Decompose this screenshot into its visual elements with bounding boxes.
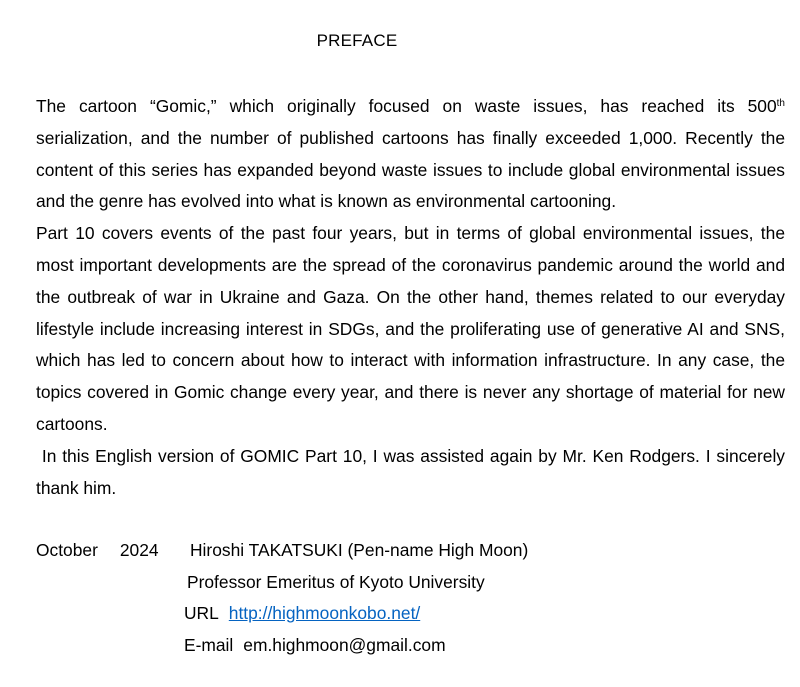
email-address: em.highmoon@gmail.com — [243, 635, 446, 655]
signature-month: October — [36, 540, 98, 560]
author-email-line — [184, 635, 446, 655]
paragraph-1-text-cont: serialization, and the number of published cartoons has finally exceeded 1,000. Recently the content of this series has expanded beyond waste issues to include global environmental issues and the genre has evolved into what is known as environmental cartooning. — [36, 127, 785, 212]
signature-date — [36, 540, 159, 560]
page-title: PREFACE — [316, 31, 398, 50]
ordinal-suffix: th — [776, 98, 785, 109]
author-url-line — [184, 603, 420, 623]
paragraph-1 — [36, 91, 785, 218]
email-label: E-mail — [184, 635, 234, 655]
author-affiliation: Professor Emeritus of Kyoto University — [187, 572, 485, 592]
signature-year: 2024 — [119, 540, 159, 560]
paragraph-2: Part 10 covers events of the past four years, but in terms of global environmental issues, the most important developments are the spread of the coronavirus pandemic around the world and the outbreak of war in Ukraine and Gaza. On the other hand, themes related to our everyday lifestyle include increasing interest in SDGs, and the proliferating use of generative AI and SNS, which has led to concern about how to interact with information infrastructure. In any case, the topics covered in Gomic change every year, and there is never any shortage of material for new cartoons. — [36, 223, 785, 434]
website-link[interactable]: http://highmoonkobo.net/ — [228, 603, 421, 623]
paragraph-3: In this English version of GOMIC Part 10, I was assisted again by Mr. Ken Rodgers. I sincerely thank him. — [36, 445, 790, 498]
paragraph-1-text: The cartoon “Gomic,” which originally focused on waste issues, has reached its 500 — [36, 96, 777, 116]
preface-body — [36, 91, 790, 504]
author-name: Hiroshi TAKATSUKI (Pen-name High Moon) — [190, 540, 529, 560]
url-label: URL — [184, 603, 219, 623]
